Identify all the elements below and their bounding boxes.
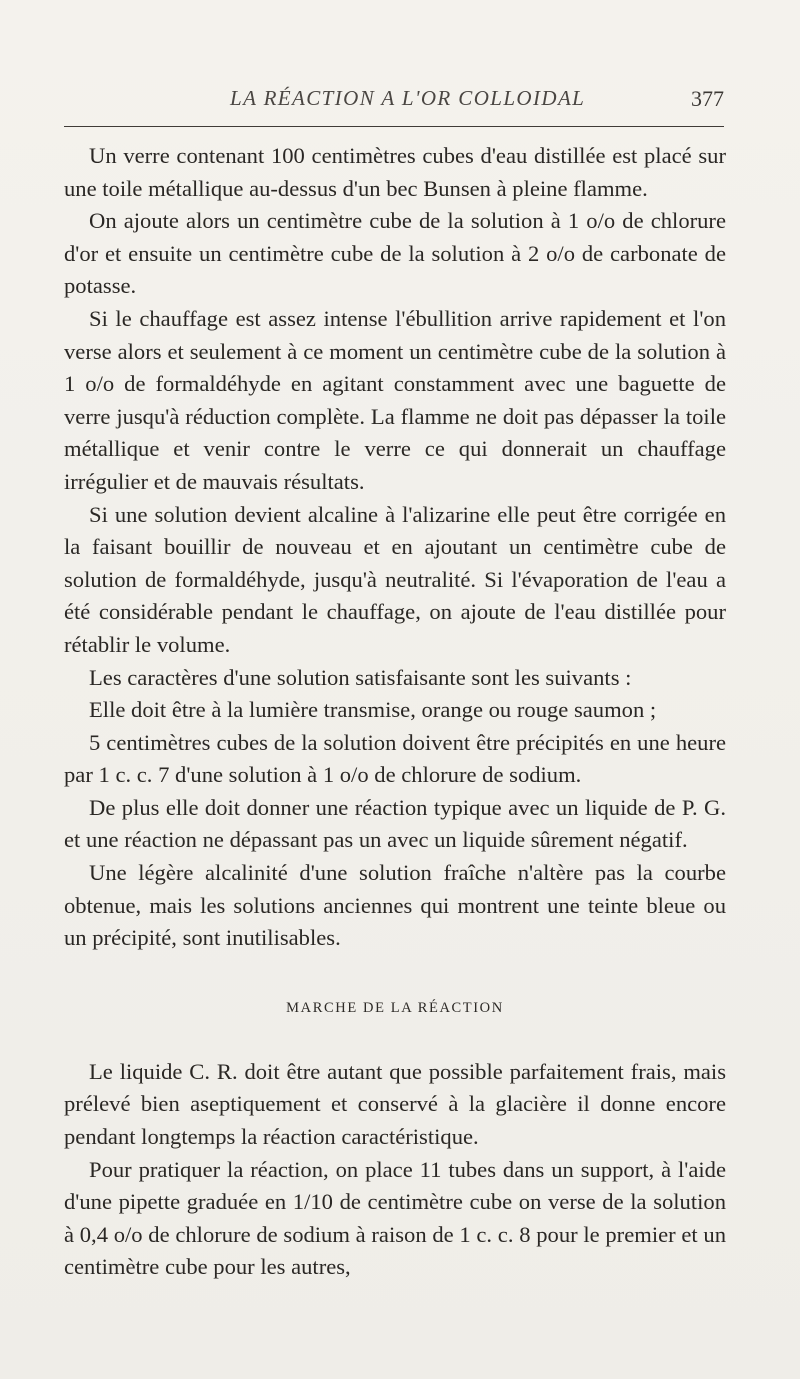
paragraph: Un verre contenant 100 centimètres cubes d'eau distillée est placé sur une toile métallique au-dessus d'un bec Bunsen à pleine flamme.	[64, 143, 726, 201]
paragraph: Si le chauffage est assez intense l'ébullition arrive rapidement et l'on verse alors et seulement à ce moment un centimètre cube de la solution à 1 o/o de formaldéhyde en agitant constamment avec une baguette de verre jusqu'à réduction complète. La flamme ne doit pas dépasser la toile métallique et venir contre le verre ce qui donnerait un chauffage irrégulier et de mauvais résultats.	[64, 305, 726, 494]
paragraph: Une légère alcalinité d'une solution fraîche n'altère pas la courbe obtenue, mais les solutions anciennes qui montrent une teinte bleue ou un précipité, sont inutilisables.	[64, 860, 726, 951]
paragraph: Si une solution devient alcaline à l'alizarine elle peut être corrigée en la faisant bouillir de nouveau et en ajoutant un centimètre cube de solution de formaldéhyde, jusqu'à neutralité. Si l'évaporation de l'eau a été considérable pendant le chauffage, on ajoute de l'eau distillée pour rétablir le volume.	[64, 501, 726, 657]
section-heading-text: MARCHE DE LA RÉACTION	[286, 999, 504, 1016]
paragraph: Le liquide C. R. doit être autant que possible parfaitement frais, mais prélevé bien aseptiquement et conservé à la glacière il donne encore pendant longtemps la réaction caractéristique.	[64, 1058, 726, 1150]
paragraph: Les caractères d'une solution satisfaisante sont les suivants :	[89, 664, 632, 690]
body-text	[64, 140, 726, 1284]
page-number: 377	[691, 86, 724, 111]
paragraph: De plus elle doit donner une réaction typique avec un liquide de P. G. et une réaction ne dépassant pas un avec un liquide sûrement négatif.	[64, 794, 726, 853]
page-header	[64, 86, 724, 126]
paragraph: Elle doit être à la lumière transmise, orange ou rouge saumon ;	[89, 697, 657, 723]
header-rule	[64, 126, 724, 127]
paragraph: On ajoute alors un centimètre cube de la solution à 1 o/o de chlorure d'or et ensuite un centimètre cube de la solution à 2 o/o de carbonate de potasse.	[64, 208, 726, 299]
section-heading	[64, 998, 726, 1018]
paragraph: Pour pratiquer la réaction, on place 11 tubes dans un support, à l'aide d'une pipette graduée en 1/10 de centimètre cube on verse de la solution à 0,4 o/o de chlorure de sodium à raison de 1 c. c. 8 pour le premier et un centimètre cube pour les autres,	[64, 1156, 726, 1280]
paragraph: 5 centimètres cubes de la solution doivent être précipités en une heure par 1 c. c. 7 d'une solution à 1 o/o de chlorure de sodium.	[64, 729, 726, 788]
running-title: LA RÉACTION A L'OR COLLOIDAL	[230, 86, 586, 110]
